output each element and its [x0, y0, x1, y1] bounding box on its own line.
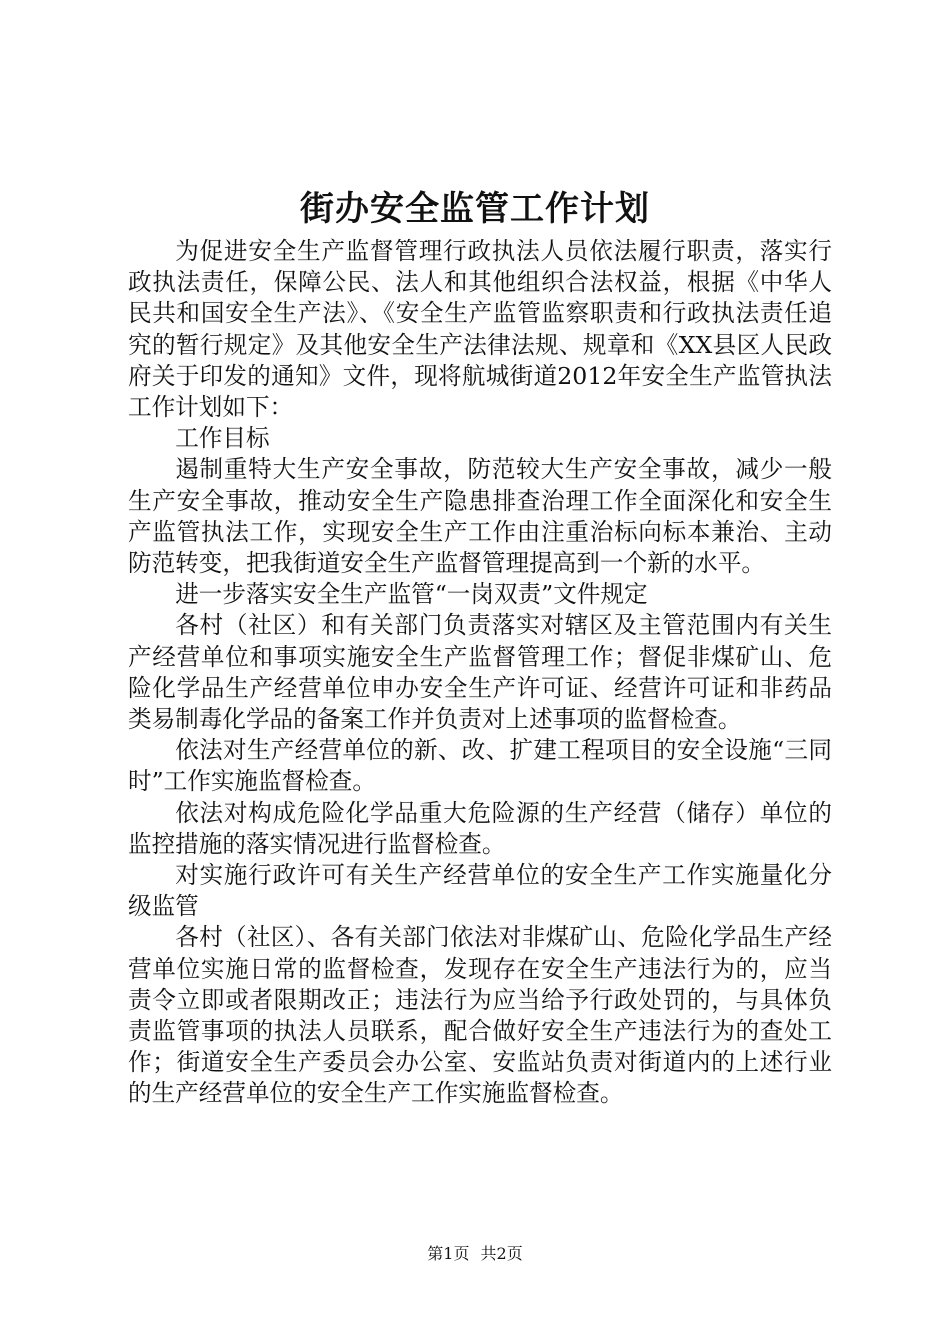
paragraph-village-duties: 各村（社区）和有关部门负责落实对辖区及主管范围内有关生产经营单位和事项实施安全生产监督管理工作；督促非煤矿山、危险化学品生产经营单位申办安全生产许可证、经营许可证和非药品类易制毒化学品的备案工作并负责对上述事项的监督检查。: [128, 611, 832, 734]
paragraph-daily-inspection: 各村（社区）、各有关部门依法对非煤矿山、危险化学品生产经营单位实施日常的监督检查，发现存在安全生产违法行为的，应当责令立即或者限期改正；违法行为应当给予行政处罚的，与具体负责监管事项的执法人员联系，配合做好安全生产违法行为的查处工作；街道安全生产委员会办公室、安监站负责对街道内的上述行业的生产经营单位的安全生产工作实施监督检查。: [128, 923, 832, 1108]
heading-graded-supervision: 对实施行政许可有关生产经营单位的安全生产工作实施量化分级监管: [128, 861, 832, 921]
document-title: 街办安全监管工作计划: [300, 189, 650, 229]
paragraph-three-simultaneous: 依法对生产经营单位的新、改、扩建工程项目的安全设施“三同时”工作实施监督检查。: [128, 736, 832, 796]
document-body: [128, 236, 832, 1110]
page-total: 共2页: [480, 1244, 523, 1263]
paragraph-goals: 遏制重特大生产安全事故，防范较大生产安全事故，减少一般生产安全事故，推动安全生产隐患排查治理工作全面深化和安全生产监管执法工作，实现安全生产工作由注重治标向标本兼治、主动防范转变，把我街道安全生产监督管理提高到一个新的水平。: [128, 455, 832, 578]
page-footer: [0, 1242, 950, 1266]
paragraph-hazard-sources: 依法对构成危险化学品重大危险源的生产经营（储存）单位的监控措施的落实情况进行监督检查。: [128, 798, 832, 858]
page-number: 第1页: [427, 1244, 470, 1263]
heading-work-goals: 工作目标: [175, 424, 270, 453]
paragraph-intro: 为促进安全生产监督管理行政执法人员依法履行职责，落实行政执法责任，保障公民、法人和其他组织合法权益，根据《中华人民共和国安全生产法》、《安全生产监管监察职责和行政执法责任追究的暂行规定》及其他安全生产法律法规、规章和《XX县区人民政府关于印发的通知》文件，现将航城街道2012年安全生产监管执法工作计划如下：: [128, 237, 832, 422]
heading-one-post-two-duties: 进一步落实安全生产监管“一岗双责”文件规定: [175, 580, 648, 609]
